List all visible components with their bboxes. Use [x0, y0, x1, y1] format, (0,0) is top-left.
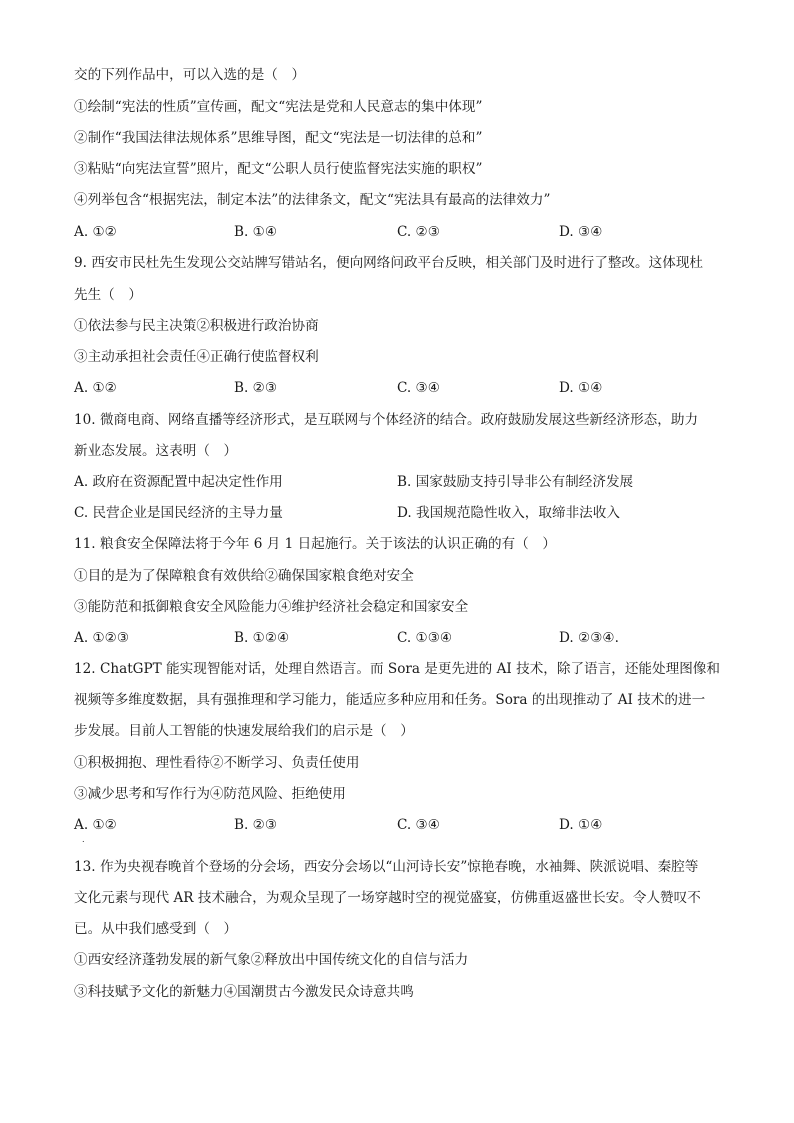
q8-option-a: A. ①②	[74, 224, 117, 240]
q8-item-2: ②制作“我国法律法规体系”思维导图，配文“宪法是一切法律的总和”	[74, 130, 483, 146]
q9-item-1: ①依法参与民主决策②积极进行政治协商	[74, 318, 319, 334]
q12-item-2: ③减少思考和写作行为④防范风险、拒绝使用	[74, 786, 346, 802]
q12-option-a: A. ①②	[74, 817, 117, 833]
q12-option-d: D. ①④	[559, 817, 603, 833]
q11-option-d: D. ②③④.	[559, 630, 619, 646]
q12-item-1: ①积极拥抱、理性看待②不断学习、负责任使用	[74, 755, 360, 771]
q9-option-d: D. ①④	[559, 380, 603, 396]
q9-stem-line-2: 先生（ ）	[74, 287, 142, 303]
q8-item-3: ③粘贴“向宪法宣誓”照片，配文“公职人员行使监督宪法实施的职权”	[74, 161, 483, 177]
q13-item-1: ①西安经济蓬勃发展的新气象②释放出中国传统文化的自信与活力	[74, 952, 469, 968]
q11-item-2: ③能防范和抵御粮食安全风险能力④维护经济社会稳定和国家安全	[74, 599, 469, 615]
q13-stem-line-1: 13. 作为央视春晚首个登场的分会场，西安分会场以“山河诗长安”惊艳春晚，水袖舞、陕派说唱、秦腔等	[74, 859, 699, 875]
q9-option-b: B. ②③	[234, 380, 278, 396]
q12-option-b: B. ②③	[234, 817, 278, 833]
q8-option-c: C. ②③	[397, 224, 440, 240]
q13-stem-line-3: 已。从中我们感受到（ ）	[74, 921, 238, 937]
q10-stem-line-1: 10. 微商电商、网络直播等经济形式，是互联网与个体经济的结合。政府鼓励发展这些新经济形态，助力	[74, 412, 699, 428]
stray-mark: .	[82, 835, 85, 844]
q11-option-c: C. ①③④	[397, 630, 453, 646]
q10-option-d: D. 我国规范隐性收入，取缔非法收入	[397, 505, 620, 521]
q9-option-c: C. ③④	[397, 380, 440, 396]
q8-option-d: D. ③④	[559, 224, 603, 240]
q10-option-b: B. 国家鼓励支持引导非公有制经济发展	[397, 474, 634, 490]
q12-stem-line-3: 步发展。目前人工智能的快速发展给我们的启示是（ ）	[74, 723, 414, 739]
q12-stem-line-2: 视频等多维度数据，具有强推理和学习能力，能适应多种应用和任务。Sora 的出现推动了 AI 技术的进一	[74, 692, 706, 708]
q10-option-a: A. 政府在资源配置中起决定性作用	[74, 474, 283, 490]
q8-item-4: ④列举包含“根据宪法，制定本法”的法律条文，配文“宪法具有最高的法律效力”	[74, 192, 551, 208]
q10-stem-line-2: 新业态发展。这表明（ ）	[74, 443, 238, 459]
q9-option-a: A. ①②	[74, 380, 117, 396]
q9-item-2: ③主动承担社会责任④正确行使监督权利	[74, 349, 319, 365]
q11-option-a: A. ①②③	[74, 630, 130, 646]
q11-item-1: ①目的是为了保障粮食有效供给②确保国家粮食绝对安全	[74, 568, 414, 584]
q11-option-b: B. ①②④	[234, 630, 290, 646]
q13-stem-line-2: 文化元素与现代 AR 技术融合，为观众呈现了一场穿越时空的视觉盛宴，仿佛重返盛世长安。令人赞叹不	[74, 890, 701, 906]
q12-option-c: C. ③④	[397, 817, 440, 833]
q9-stem-line-1: 9. 西安市民杜先生发现公交站牌写错站名，便向网络问政平台反映，相关部门及时进行了整改。这体现杜	[74, 255, 704, 271]
q10-option-c: C. 民营企业是国民经济的主导力量	[74, 505, 283, 521]
q12-stem-line-1: 12. ChatGPT 能实现智能对话，处理自然语言。而 Sora 是更先进的 AI 技术，除了语言，还能处理图像和	[74, 661, 720, 677]
q8-item-1: ①绘制“宪法的性质”宣传画，配文“宪法是党和人民意志的集中体现”	[74, 99, 483, 115]
q8-stem: 交的下列作品中，可以入选的是（ ）	[74, 67, 306, 83]
q13-item-2: ③科技赋予文化的新魅力④国潮贯古今激发民众诗意共鸣	[74, 984, 414, 1000]
q8-option-b: B. ①④	[234, 224, 278, 240]
q11-stem: 11. 粮食安全保障法将于今年 6 月 1 日起施行。关于该法的认识正确的有（ ）	[74, 536, 556, 552]
